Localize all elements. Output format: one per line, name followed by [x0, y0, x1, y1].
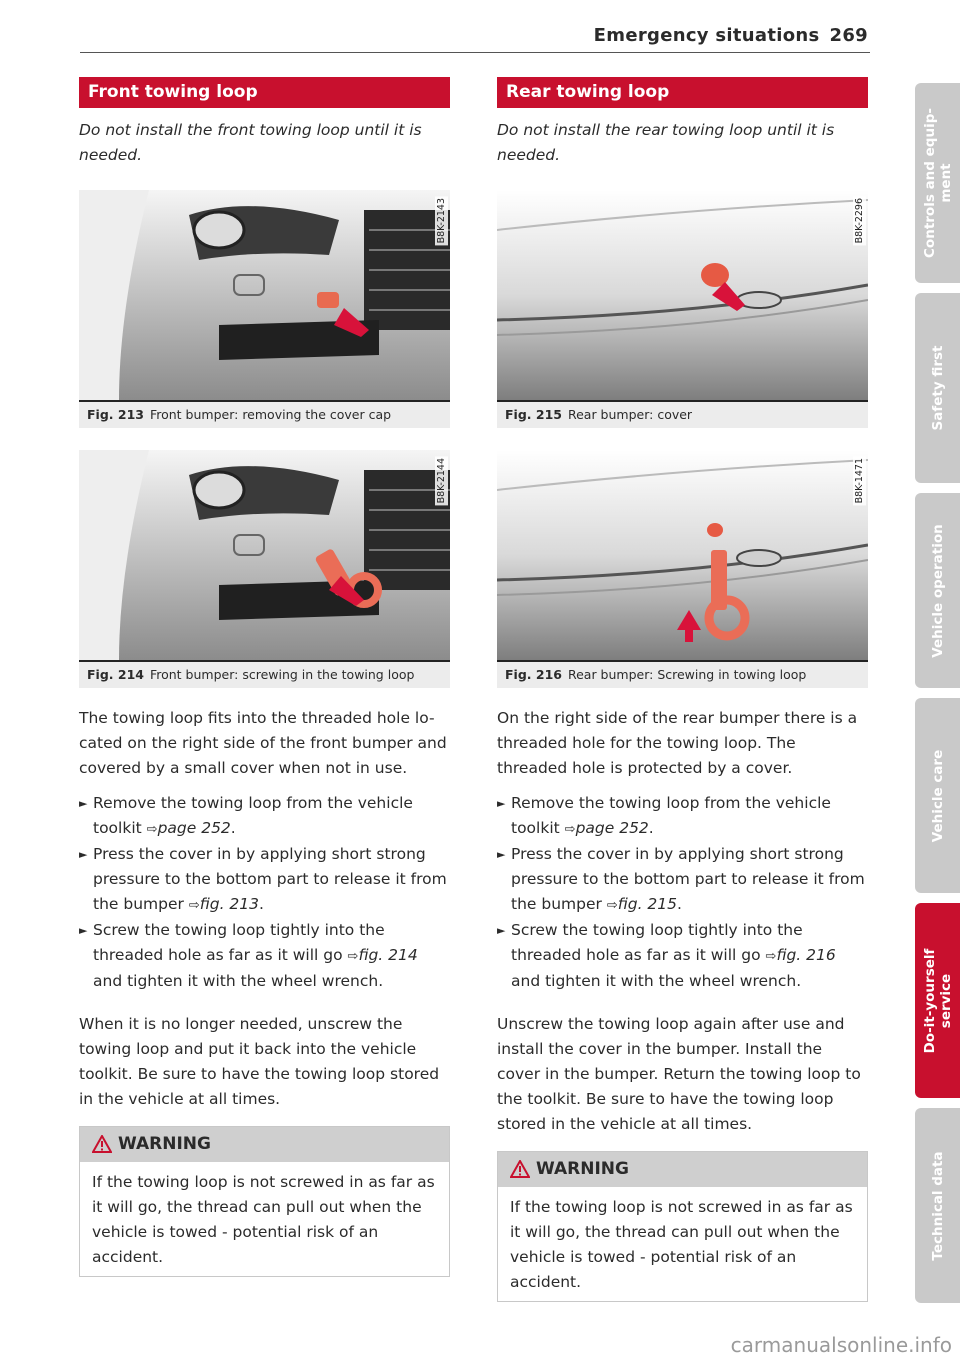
list-item: ► Remove the towing loop from the vehicle toolkit ⇨page 252.	[497, 794, 831, 837]
figure-216	[497, 450, 868, 688]
figure-code: B8K-1471	[854, 458, 865, 504]
fig-ref-link[interactable]: fig. 215	[617, 895, 678, 913]
list-item: ► Screw the towing loop tightly into the threaded hole as far as it will go ⇨fig. 216 and tighten it with the wheel wrench.	[497, 921, 836, 990]
figure-caption	[79, 662, 450, 688]
figure-213	[79, 190, 450, 428]
figure-code: B8K-2143	[436, 198, 447, 244]
paragraph-front: The towing loop fits into the threaded hole lo- cated on the right side of the front bumper and covered by a small cover when not in use.	[79, 709, 447, 777]
steps-rear	[497, 791, 868, 994]
warning-text: If the towing loop is not screwed in as far as it will go, the thread can pull out when the vehicle is towed - potential risk of an accident.	[92, 1173, 435, 1266]
header-rule	[80, 52, 870, 53]
ref-arrow-icon: ⇨	[606, 898, 618, 913]
figure-caption-text: Rear bumper: cover	[567, 407, 693, 422]
running-head	[594, 25, 868, 46]
intro-rear: Do not install the rear towing loop until it is needed.	[497, 121, 835, 164]
steps-front	[79, 791, 450, 994]
figure-214	[79, 450, 450, 688]
tab-vehicle-operation[interactable]: Vehicle operation	[915, 493, 960, 688]
left-column	[79, 77, 450, 1277]
paragraph-rear: On the right side of the rear bumper there is a threaded hole for the towing loop. The threaded hole is protected by a cover.	[497, 709, 858, 777]
closing-front: When it is no longer needed, unscrew the towing loop and put it back into the vehicle toolkit. Be sure to have the towing loop stored in the vehicle at all times.	[79, 1015, 440, 1108]
tab-safety-first[interactable]: Safety first	[915, 293, 960, 483]
figure-code: B8K-2144	[436, 458, 447, 504]
ref-arrow-icon: ⇨	[146, 822, 158, 837]
figure-label: Fig. 214	[87, 667, 144, 682]
warning-triangle-icon	[510, 1160, 530, 1178]
section-title-front: Front towing loop	[79, 77, 450, 108]
list-item: ► Remove the towing loop from the vehicle toolkit ⇨page 252.	[79, 794, 413, 837]
section-title-rear: Rear towing loop	[497, 77, 868, 108]
closing-rear: Unscrew the towing loop again after use and install the cover in the bumper. Install the cover in the bumper. Return the towing loop to the toolkit. Be sure to have the towing loop stored in the vehicle at all times.	[497, 1015, 861, 1133]
fig-ref-link[interactable]: fig. 216	[776, 946, 836, 964]
tab-do-it-yourself-service[interactable]: Do-it-yourself service	[915, 903, 960, 1098]
figure-caption-text: Front bumper: screwing in the towing loop	[149, 667, 415, 682]
figure-215	[497, 190, 868, 428]
rear-bumper-loop-photo	[497, 450, 868, 662]
figure-label: Fig. 215	[505, 407, 562, 422]
front-bumper-loop-photo	[79, 450, 450, 662]
figure-caption	[497, 402, 868, 428]
warning-triangle-icon	[92, 1135, 112, 1153]
figure-code: B8K-2296	[854, 198, 865, 244]
watermark: carmanualsonline.info	[730, 1333, 952, 1357]
list-item: ► Screw the towing loop tightly into the threaded hole as far as it will go ⇨fig. 214 and tighten it with the wheel wrench.	[79, 921, 418, 990]
page-ref-link[interactable]: page 252	[575, 819, 649, 837]
warning-title: WARNING	[498, 1152, 867, 1187]
fig-ref-link[interactable]: fig. 213	[199, 895, 260, 913]
tab-controls-and-equipment[interactable]: Controls and equip- ment	[915, 83, 960, 283]
tab-technical-data[interactable]: Technical data	[915, 1108, 960, 1303]
rear-bumper-photo	[497, 190, 868, 402]
page-ref-link[interactable]: page 252	[157, 819, 231, 837]
fig-ref-link[interactable]: fig. 214	[358, 946, 418, 964]
page-number: 269	[829, 25, 868, 46]
ref-arrow-icon: ⇨	[564, 822, 576, 837]
figure-caption	[497, 662, 868, 688]
warning-text: If the towing loop is not screwed in as far as it will go, the thread can pull out when the vehicle is towed - potential risk of an accident.	[510, 1198, 853, 1291]
figure-caption	[79, 402, 450, 428]
list-item: ► Press the cover in by applying short strong pressure to the bottom part to release it from the bumper ⇨fig. 215.	[497, 845, 865, 913]
warning-box-front	[79, 1126, 450, 1277]
front-bumper-photo	[79, 190, 450, 402]
intro-front: Do not install the front towing loop until it is needed.	[79, 121, 422, 164]
warning-box-rear	[497, 1151, 868, 1302]
figure-label: Fig. 213	[87, 407, 144, 422]
right-column	[497, 77, 868, 1302]
figure-caption-text: Front bumper: removing the cover cap	[149, 407, 392, 422]
chapter-title: Emergency situations	[593, 25, 820, 46]
tab-vehicle-care[interactable]: Vehicle care	[915, 698, 960, 893]
warning-title: WARNING	[80, 1127, 449, 1162]
ref-arrow-icon: ⇨	[765, 949, 777, 964]
figure-caption-text: Rear bumper: Screwing in towing loop	[567, 667, 807, 682]
figure-label: Fig. 216	[505, 667, 562, 682]
ref-arrow-icon: ⇨	[188, 898, 200, 913]
ref-arrow-icon: ⇨	[347, 949, 359, 964]
list-item: ► Press the cover in by applying short strong pressure to the bottom part to release it from the bumper ⇨fig. 213.	[79, 845, 447, 913]
